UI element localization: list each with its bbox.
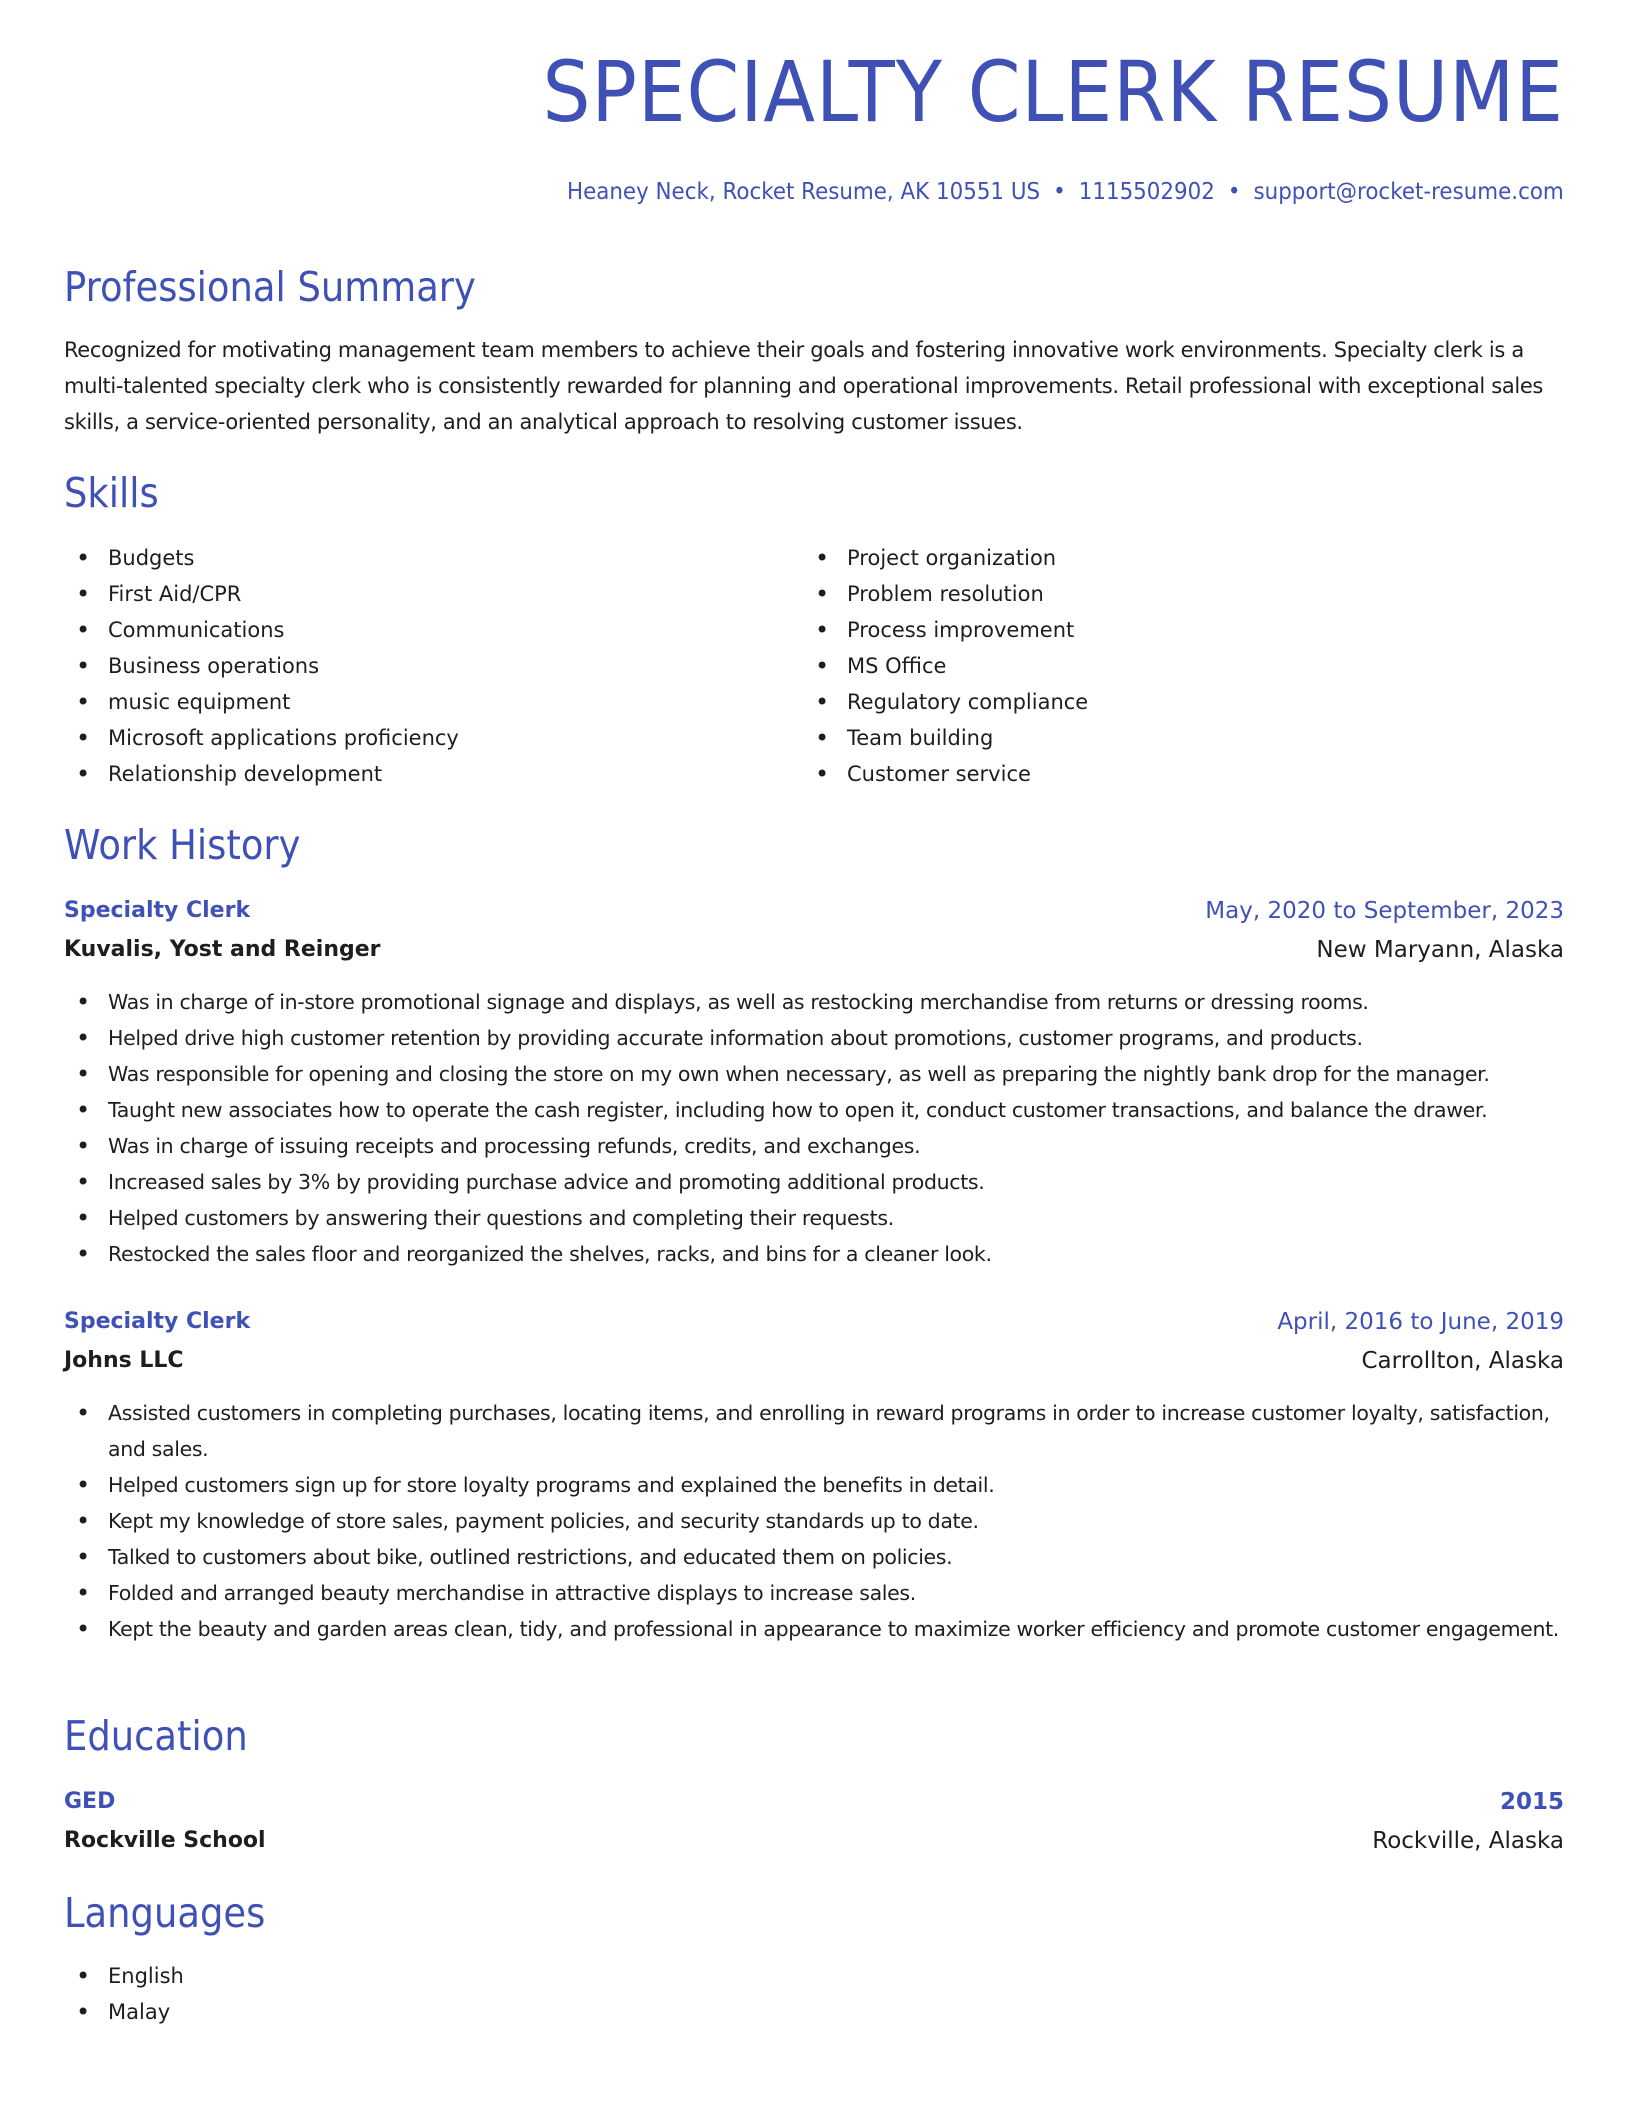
job-company-row [64,1343,1564,1379]
job-duty: • Kept the beauty and garden areas clean, tidy, and professional in appearance to maximize worker efficiency and promote customer engagement. [64,1611,1564,1647]
job-duty: • Was in charge of in-store promotional signage and displays, as well as restocking merchandise from returns or dressing rooms. [64,984,1564,1020]
job-title: Specialty Clerk [64,1309,251,1334]
skill-item: • Microsoft applications proficiency [64,720,764,756]
job-duty: • Helped drive high customer retention by providing accurate information about promotions, customer programs, and products. [64,1020,1564,1056]
languages-heading: Languages [64,1889,266,1937]
education-degree-row [64,1784,1564,1820]
degree: GED [64,1789,116,1814]
languages-list [64,1958,184,2030]
skill-item: • Regulatory compliance [803,684,1503,720]
skill-item: • Customer service [803,756,1503,792]
contact-line [567,181,1564,204]
job-location: Carrollton, Alaska [1361,1348,1564,1374]
skill-item: • Team building [803,720,1503,756]
skill-item: • Relationship development [64,756,764,792]
company-name: Johns LLC [64,1348,184,1373]
skill-item: • Communications [64,612,764,648]
languages-section [64,1958,184,2030]
skill-item: • Budgets [64,540,764,576]
skills-column-left [64,540,764,792]
skill-item: • Business operations [64,648,764,684]
skills-list-right [803,540,1503,792]
skill-item: • First Aid/CPR [64,576,764,612]
job-entry [64,893,1564,1272]
job-title-row [64,893,1564,929]
company-name: Kuvalis, Yost and Reinger [64,937,381,962]
job-duties-list [64,1395,1564,1647]
job-duties-list [64,984,1564,1272]
job-duty: • Kept my knowledge of store sales, payment policies, and security standards up to date. [64,1503,1564,1539]
skill-item: • music equipment [64,684,764,720]
job-duty: • Increased sales by 3% by providing purchase advice and promoting additional products. [64,1164,1564,1200]
summary-text: Recognized for motivating management team members to achieve their goals and fostering innovative work environments. Specialty clerk is a multi-talented specialty clerk who is consistently rewarded for planning and operational improvements. Retail professional with exceptional sales skills, a service-oriented personality, and an analytical approach to resolving customer issues. [64,338,1543,434]
job-company-row [64,932,1564,968]
job-duty: • Assisted customers in completing purchases, locating items, and enrolling in reward programs in order to increase customer loyalty, satisfaction, and sales. [64,1395,1564,1467]
resume-title: SPECIALTY CLERK RESUME [542,43,1564,141]
contact-phone: 1115502902 [1078,179,1216,205]
skill-item: • Project organization [803,540,1503,576]
education-heading: Education [64,1712,248,1760]
skill-item: • Problem resolution [803,576,1503,612]
contact-address: Heaney Neck, Rocket Resume, AK 10551 US [567,179,1041,205]
job-title: Specialty Clerk [64,898,251,923]
summary-section [64,332,1564,440]
job-duty: • Helped customers by answering their questions and completing their requests. [64,1200,1564,1236]
job-dates: April, 2016 to June, 2019 [1277,1309,1564,1335]
job-duty: • Restocked the sales floor and reorganized the shelves, racks, and bins for a cleaner look. [64,1236,1564,1272]
skills-list-left [64,540,764,792]
job-entry [64,1304,1564,1647]
job-dates: May, 2020 to September, 2023 [1205,898,1564,924]
contact-separator: • [1228,179,1241,205]
education-entry [64,1784,1564,1859]
skills-heading: Skills [64,469,159,517]
language-item: • English [64,1958,184,1994]
job-title-row [64,1304,1564,1340]
contact-separator: • [1053,179,1066,205]
skill-item: • MS Office [803,648,1503,684]
summary-heading: Professional Summary [64,263,476,311]
job-duty: • Talked to customers about bike, outlined restrictions, and educated them on policies. [64,1539,1564,1575]
contact-email: support@rocket-resume.com [1253,179,1564,205]
skill-item: • Process improvement [803,612,1503,648]
job-duty: • Was in charge of issuing receipts and processing refunds, credits, and exchanges. [64,1128,1564,1164]
job-duty: • Was responsible for opening and closing the store on my own when necessary, as well as preparing the nightly bank drop for the manager. [64,1056,1564,1092]
job-duty: • Folded and arranged beauty merchandise in attractive displays to increase sales. [64,1575,1564,1611]
school-location: Rockville, Alaska [1372,1828,1564,1854]
skills-column-right [803,540,1503,792]
school-name: Rockville School [64,1828,266,1853]
education-school-row [64,1823,1564,1859]
education-year: 2015 [1499,1789,1564,1815]
job-location: New Maryann, Alaska [1316,937,1564,963]
language-item: • Malay [64,1994,184,2030]
work-history-heading: Work History [64,821,301,869]
job-duty: • Helped customers sign up for store loyalty programs and explained the benefits in detail. [64,1467,1564,1503]
job-duty: • Taught new associates how to operate the cash register, including how to open it, conduct customer transactions, and balance the drawer. [64,1092,1564,1128]
